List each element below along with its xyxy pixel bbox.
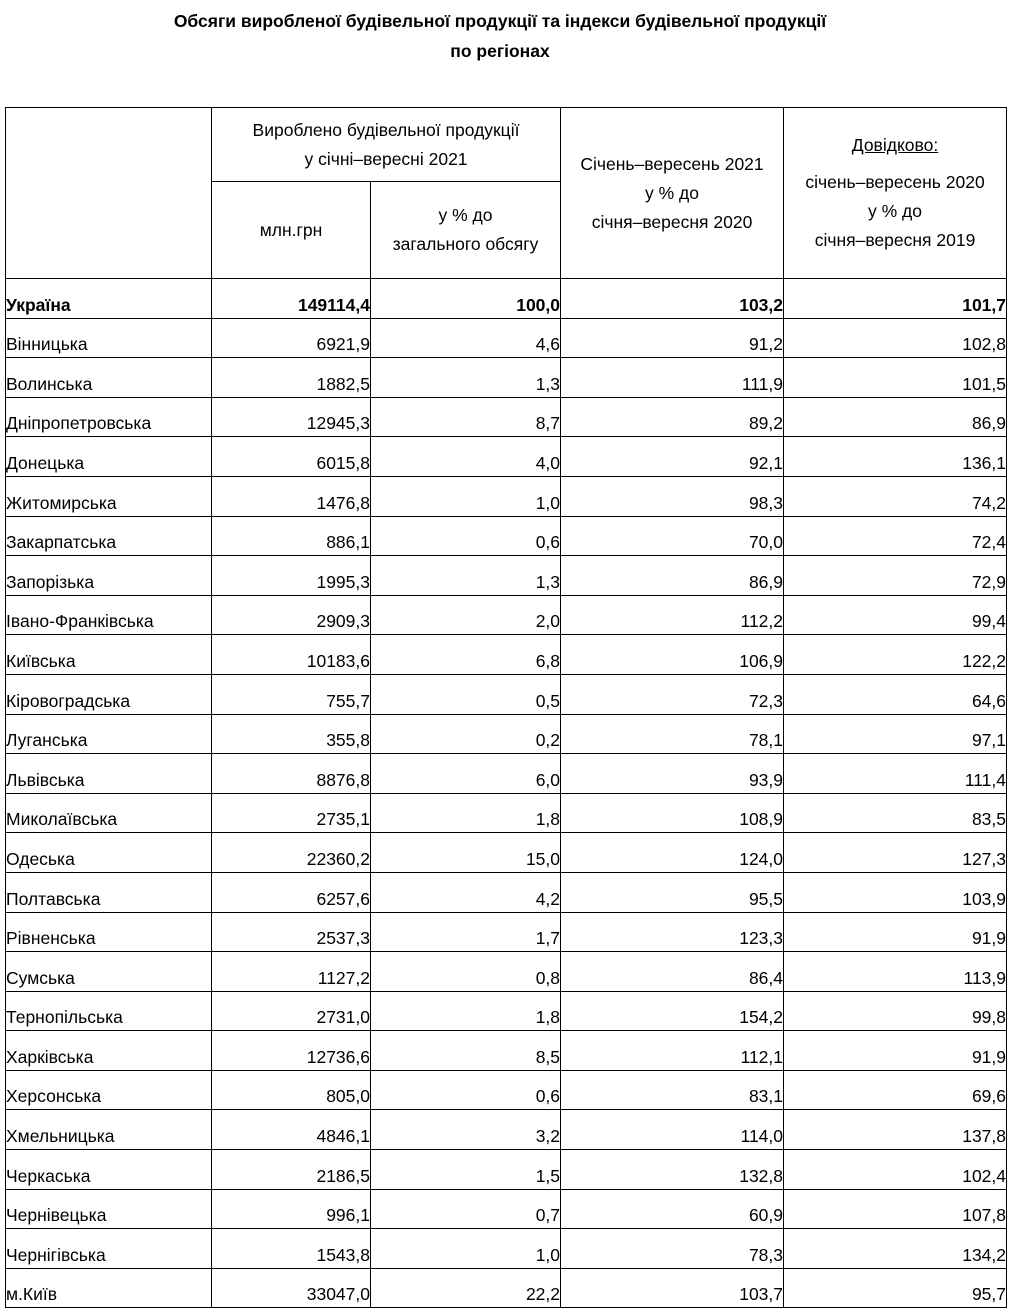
- index-2021-cell: 112,1: [561, 1031, 784, 1071]
- region-name-cell: Сумська: [6, 952, 212, 992]
- share-percent-cell: 1,8: [371, 793, 561, 833]
- region-name-cell: Хмельницька: [6, 1110, 212, 1150]
- index-2021-cell: 78,3: [561, 1229, 784, 1269]
- table-row: [6, 1189, 1007, 1229]
- share-percent-cell: 8,7: [371, 397, 561, 437]
- table-header: [6, 108, 1007, 279]
- volume-mln-cell: 355,8: [212, 714, 371, 754]
- table-row: [6, 1150, 1007, 1190]
- region-name-cell: м.Київ: [6, 1268, 212, 1308]
- table-row: [6, 595, 1007, 635]
- index-2020-cell: 99,8: [784, 991, 1007, 1031]
- region-name-cell: Львівська: [6, 754, 212, 794]
- header-share-line-2: загального обсягу: [392, 234, 539, 254]
- title-line-1: Обсяги виробленої будівельної продукції та індекси будівельної продукції: [173, 11, 827, 31]
- table-row: [6, 872, 1007, 912]
- index-2021-cell: 93,9: [561, 754, 784, 794]
- volume-mln-cell: 22360,2: [212, 833, 371, 873]
- share-percent-cell: 2,0: [371, 595, 561, 635]
- table-row-total: [6, 279, 1007, 319]
- index-2020-cell: 91,9: [784, 1031, 1007, 1071]
- volume-mln-cell: 12945,3: [212, 397, 371, 437]
- index-2020-cell: 86,9: [784, 397, 1007, 437]
- index-2020-cell: 134,2: [784, 1229, 1007, 1269]
- index-2020-cell: 101,5: [784, 358, 1007, 398]
- volume-mln-cell: 1543,8: [212, 1229, 371, 1269]
- volume-mln-cell: 6257,6: [212, 872, 371, 912]
- table-row: [6, 912, 1007, 952]
- table-row: [6, 397, 1007, 437]
- header-reference-label: Довідково:: [851, 135, 939, 155]
- region-name-cell: Харківська: [6, 1031, 212, 1071]
- index-2020-cell: 113,9: [784, 952, 1007, 992]
- index-2020-cell: 99,4: [784, 595, 1007, 635]
- table-row: [6, 437, 1007, 477]
- index-2021-cell: 106,9: [561, 635, 784, 675]
- header-share-percent: [371, 182, 561, 279]
- table-row: [6, 1268, 1007, 1308]
- index-2021-cell: 72,3: [561, 674, 784, 714]
- table-body: [6, 279, 1007, 1308]
- index-2021-cell: 111,9: [561, 358, 784, 398]
- index-2021-cell: 112,2: [561, 595, 784, 635]
- volume-mln-cell: 805,0: [212, 1070, 371, 1110]
- table-row: [6, 1229, 1007, 1269]
- regional-construction-table: [5, 107, 1007, 1308]
- header-region-cell: [6, 108, 212, 279]
- volume-mln-cell: 2731,0: [212, 991, 371, 1031]
- index-2021-cell: 154,2: [561, 991, 784, 1031]
- header-index-line-2: у % до: [645, 182, 699, 203]
- share-percent-cell: 3,2: [371, 1110, 561, 1150]
- share-percent-cell: 22,2: [371, 1268, 561, 1308]
- table-row: [6, 674, 1007, 714]
- table-row: [6, 754, 1007, 794]
- region-name-cell: Чернігівська: [6, 1229, 212, 1269]
- share-percent-cell: 1,0: [371, 476, 561, 516]
- table-row: [6, 952, 1007, 992]
- index-2021-cell: 108,9: [561, 793, 784, 833]
- share-percent-cell: 15,0: [371, 833, 561, 873]
- header-index-2021: [561, 108, 784, 279]
- region-name-cell: Волинська: [6, 358, 212, 398]
- region-name-cell: Житомирська: [6, 476, 212, 516]
- table-row: [6, 714, 1007, 754]
- header-reference-line-2: у % до: [868, 201, 922, 221]
- share-percent-cell: 6,0: [371, 754, 561, 794]
- region-name-cell: Тернопільська: [6, 991, 212, 1031]
- region-name-cell: Херсонська: [6, 1070, 212, 1110]
- share-percent-cell: 1,8: [371, 991, 561, 1031]
- header-index-line-3: січня–вересня 2020: [591, 211, 753, 232]
- share-percent-cell: 0,7: [371, 1189, 561, 1229]
- index-2020-cell: 102,8: [784, 318, 1007, 358]
- table-row: [6, 318, 1007, 358]
- region-name-cell: Дніпропетровська: [6, 397, 212, 437]
- index-2021-cell: 89,2: [561, 397, 784, 437]
- volume-mln-cell: 149114,4: [212, 279, 371, 319]
- volume-mln-cell: 8876,8: [212, 754, 371, 794]
- volume-mln-cell: 886,1: [212, 516, 371, 556]
- region-name-cell: Одеська: [6, 833, 212, 873]
- index-2020-cell: 122,2: [784, 635, 1007, 675]
- table-row: [6, 516, 1007, 556]
- index-2021-cell: 132,8: [561, 1150, 784, 1190]
- index-2020-cell: 64,6: [784, 674, 1007, 714]
- volume-mln-cell: 755,7: [212, 674, 371, 714]
- table-row: [6, 833, 1007, 873]
- region-name-cell: Донецька: [6, 437, 212, 477]
- index-2020-cell: 69,6: [784, 1070, 1007, 1110]
- share-percent-cell: 4,6: [371, 318, 561, 358]
- index-2021-cell: 60,9: [561, 1189, 784, 1229]
- index-2020-cell: 107,8: [784, 1189, 1007, 1229]
- header-mln-uah: млн.грн: [212, 182, 371, 279]
- volume-mln-cell: 1476,8: [212, 476, 371, 516]
- volume-mln-cell: 2735,1: [212, 793, 371, 833]
- share-percent-cell: 4,2: [371, 872, 561, 912]
- index-2020-cell: 95,7: [784, 1268, 1007, 1308]
- index-2021-cell: 103,7: [561, 1268, 784, 1308]
- table-row: [6, 991, 1007, 1031]
- share-percent-cell: 0,6: [371, 516, 561, 556]
- index-2021-cell: 114,0: [561, 1110, 784, 1150]
- header-reference-2020: [784, 108, 1007, 279]
- share-percent-cell: 4,0: [371, 437, 561, 477]
- volume-mln-cell: 6015,8: [212, 437, 371, 477]
- volume-mln-cell: 6921,9: [212, 318, 371, 358]
- region-name-cell: Київська: [6, 635, 212, 675]
- index-2021-cell: 78,1: [561, 714, 784, 754]
- index-2021-cell: 103,2: [561, 279, 784, 319]
- index-2020-cell: 97,1: [784, 714, 1007, 754]
- volume-mln-cell: 1882,5: [212, 358, 371, 398]
- region-name-cell: Рівненська: [6, 912, 212, 952]
- volume-mln-cell: 1995,3: [212, 556, 371, 596]
- share-percent-cell: 0,8: [371, 952, 561, 992]
- header-produced-group: [212, 108, 561, 182]
- index-2020-cell: 103,9: [784, 872, 1007, 912]
- volume-mln-cell: 2909,3: [212, 595, 371, 635]
- index-2021-cell: 124,0: [561, 833, 784, 873]
- share-percent-cell: 1,7: [371, 912, 561, 952]
- share-percent-cell: 1,3: [371, 556, 561, 596]
- table-row: [6, 1070, 1007, 1110]
- title-line-2: по регіонах: [450, 41, 550, 61]
- table-row: [6, 358, 1007, 398]
- header-reference-line-1: січень–вересень 2020: [805, 172, 985, 192]
- region-name-cell: Івано-Франківська: [6, 595, 212, 635]
- share-percent-cell: 8,5: [371, 1031, 561, 1071]
- index-2020-cell: 111,4: [784, 754, 1007, 794]
- table-row: [6, 793, 1007, 833]
- volume-mln-cell: 2537,3: [212, 912, 371, 952]
- header-share-line-1: у % до: [438, 205, 493, 225]
- region-name-cell: Миколаївська: [6, 793, 212, 833]
- index-2020-cell: 83,5: [784, 793, 1007, 833]
- index-2021-cell: 95,5: [561, 872, 784, 912]
- index-2020-cell: 91,9: [784, 912, 1007, 952]
- index-2021-cell: 123,3: [561, 912, 784, 952]
- region-name-cell: Полтавська: [6, 872, 212, 912]
- volume-mln-cell: 33047,0: [212, 1268, 371, 1308]
- index-2021-cell: 86,9: [561, 556, 784, 596]
- volume-mln-cell: 10183,6: [212, 635, 371, 675]
- volume-mln-cell: 12736,6: [212, 1031, 371, 1071]
- region-name-cell: Чернівецька: [6, 1189, 212, 1229]
- header-produced-line-2: у січні–вересні 2021: [304, 148, 468, 169]
- share-percent-cell: 0,5: [371, 674, 561, 714]
- volume-mln-cell: 996,1: [212, 1189, 371, 1229]
- index-2021-cell: 91,2: [561, 318, 784, 358]
- header-index-line-1: Січень–вересень 2021: [580, 153, 764, 174]
- region-name-cell: Черкаська: [6, 1150, 212, 1190]
- share-percent-cell: 1,0: [371, 1229, 561, 1269]
- share-percent-cell: 1,3: [371, 358, 561, 398]
- share-percent-cell: 100,0: [371, 279, 561, 319]
- table-row: [6, 635, 1007, 675]
- region-name-cell: Україна: [6, 279, 212, 319]
- volume-mln-cell: 2186,5: [212, 1150, 371, 1190]
- index-2020-cell: 72,9: [784, 556, 1007, 596]
- header-reference-line-3: січня–вересня 2019: [814, 230, 976, 250]
- region-name-cell: Запорізька: [6, 556, 212, 596]
- region-name-cell: Луганська: [6, 714, 212, 754]
- share-percent-cell: 0,6: [371, 1070, 561, 1110]
- index-2020-cell: 136,1: [784, 437, 1007, 477]
- region-name-cell: Кіровоградська: [6, 674, 212, 714]
- index-2020-cell: 74,2: [784, 476, 1007, 516]
- table-row: [6, 476, 1007, 516]
- index-2020-cell: 137,8: [784, 1110, 1007, 1150]
- table-row: [6, 556, 1007, 596]
- index-2020-cell: 101,7: [784, 279, 1007, 319]
- volume-mln-cell: 1127,2: [212, 952, 371, 992]
- document-title: [0, 6, 1000, 66]
- table-row: [6, 1031, 1007, 1071]
- volume-mln-cell: 4846,1: [212, 1110, 371, 1150]
- index-2021-cell: 86,4: [561, 952, 784, 992]
- index-2021-cell: 92,1: [561, 437, 784, 477]
- share-percent-cell: 0,2: [371, 714, 561, 754]
- header-produced-line-1: Вироблено будівельної продукції: [252, 119, 520, 140]
- region-name-cell: Вінницька: [6, 318, 212, 358]
- index-2021-cell: 83,1: [561, 1070, 784, 1110]
- index-2020-cell: 102,4: [784, 1150, 1007, 1190]
- index-2020-cell: 127,3: [784, 833, 1007, 873]
- index-2021-cell: 98,3: [561, 476, 784, 516]
- share-percent-cell: 6,8: [371, 635, 561, 675]
- share-percent-cell: 1,5: [371, 1150, 561, 1190]
- index-2021-cell: 70,0: [561, 516, 784, 556]
- index-2020-cell: 72,4: [784, 516, 1007, 556]
- table-row: [6, 1110, 1007, 1150]
- region-name-cell: Закарпатська: [6, 516, 212, 556]
